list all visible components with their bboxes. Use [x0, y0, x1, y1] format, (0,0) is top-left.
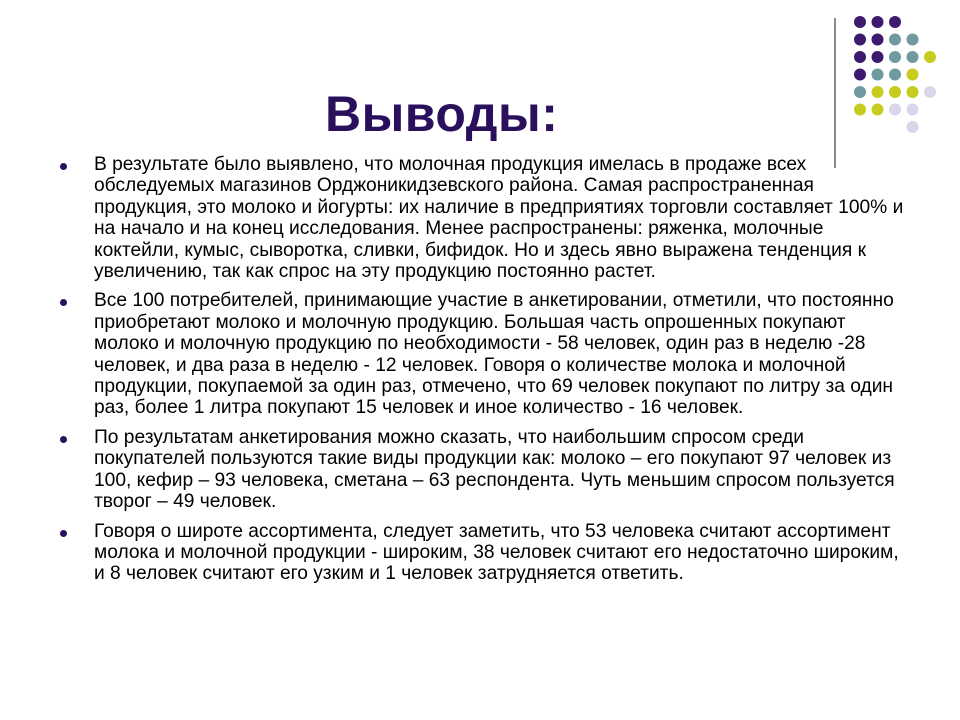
decorative-dot — [907, 121, 919, 133]
bullet-dot-icon — [60, 299, 67, 306]
decorative-dot — [889, 104, 901, 116]
decorative-dot — [854, 34, 866, 46]
decorative-dot — [924, 51, 936, 63]
decorative-dot — [889, 34, 901, 46]
decorative-dot — [872, 86, 884, 98]
bullet-dot-icon — [60, 530, 67, 537]
bullet-dot-icon — [60, 163, 67, 170]
decorative-dot — [907, 86, 919, 98]
decorative-dot — [854, 104, 866, 116]
slide-title: Выводы: — [325, 86, 559, 142]
decorative-dot — [872, 16, 884, 28]
bullet-dot-icon — [60, 436, 67, 443]
decorative-dot — [872, 34, 884, 46]
decorative-dot — [889, 16, 901, 28]
bullet-text: Говоря о широте ассортимента, следует заметить, что 53 человека считают ассортимент молока и молочной продукции - широким, 38 человек считают его недостаточно широким, и 8 человек считают его узким и 1 человек затрудняется ответить. — [94, 520, 899, 585]
bullet-item — [56, 427, 906, 513]
decorative-dot — [889, 51, 901, 63]
decorative-dot — [907, 51, 919, 63]
decorative-dot — [854, 86, 866, 98]
bullet-item — [56, 290, 906, 418]
decorative-dot — [907, 34, 919, 46]
bullet-item — [56, 154, 906, 282]
bullet-item — [56, 521, 906, 585]
bullet-text: В результате было выявлено, что молочная продукция имелась в продаже всех обследуемых магазинов Орджоникидзевского района. Самая распространенная продукция, это молоко и йогурты: их наличие в предприятиях торговли составляет 100% и на начало и на конец исследования. Менее распространены: ряженка, молочные коктейли, кумыс, сыворотка, сливки, бифидок. Но и здесь явно выражена тенденция к увеличению, так как спрос на эту продукцию постоянно растет. — [94, 154, 904, 283]
bullet-text: По результатам анкетирования можно сказать, что наибольшим спросом среди покупателей пользуются такие виды продукции как: молоко – его покупают 97 человек из 100, кефир – 93 человека, сметана – 63 респондента. Чуть меньшим спросом пользуется творог – 49 человек. — [94, 426, 895, 513]
bullet-text: Все 100 потребителей, принимающие участие в анкетировании, отметили, что постоянно приобретают молоко и молочную продукцию. Большая часть опрошенных покупают молоко и молочную продукцию по необходимости - 58 человек, один раз в неделю -28 человек, и два раза в неделю - 12 человек. Говоря о количестве молока и молочной продукции, покупаемой за один раз, отмечено, что 69 человек покупают по литру за один раз, более 1 литра покупают 15 человек и иное количество - 16 человек. — [94, 290, 894, 419]
decorative-dot — [907, 69, 919, 81]
decorative-dot — [872, 104, 884, 116]
decorative-dot — [907, 104, 919, 116]
decorative-dot — [872, 51, 884, 63]
decorative-dot — [854, 51, 866, 63]
decorative-dot — [924, 86, 936, 98]
bullet-list — [56, 154, 906, 593]
vertical-divider — [834, 18, 836, 168]
decorative-dot — [889, 69, 901, 81]
decorative-dot — [854, 69, 866, 81]
decorative-dot — [872, 69, 884, 81]
decorative-dot — [854, 16, 866, 28]
decorative-dot — [889, 86, 901, 98]
